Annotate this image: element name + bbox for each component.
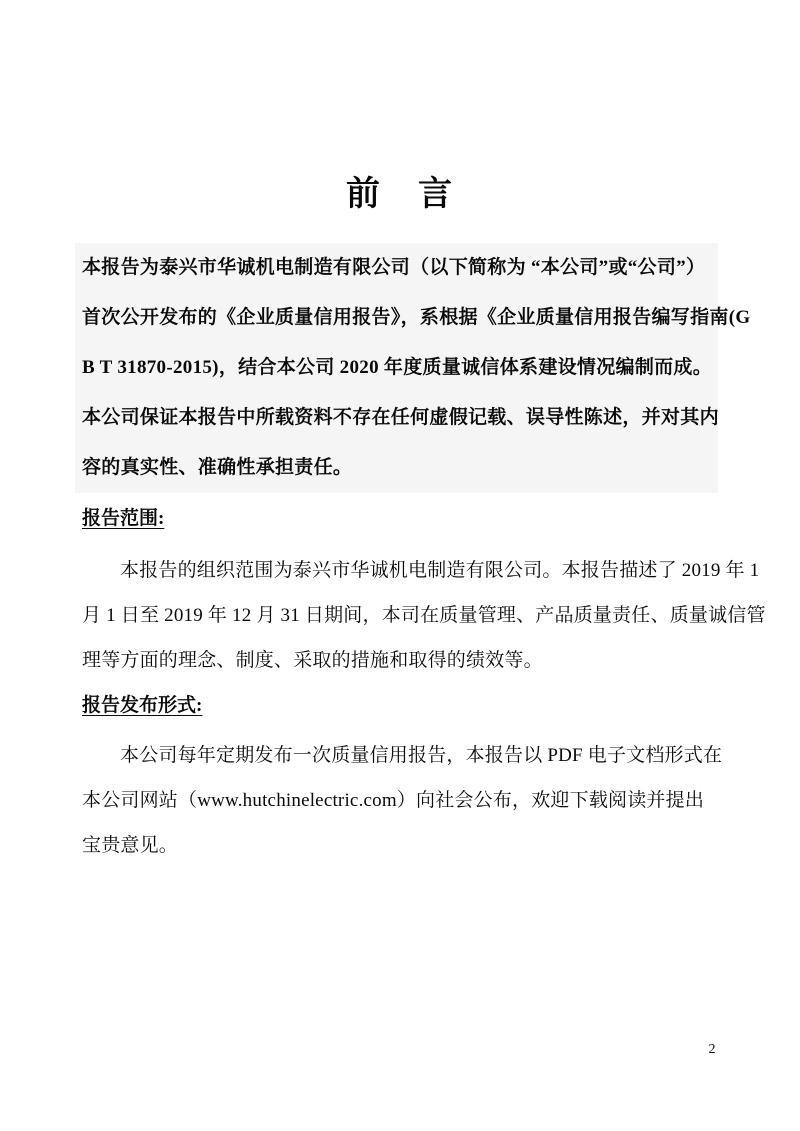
paragraph-line: 本公司网站（www.hutchinelectric.com）向社会公布，欢迎下载阅读并提出 [82,790,705,811]
paragraph-line: 本公司每年定期发布一次质量信用报告，本报告以 PDF 电子文档形式在 [120,745,723,766]
intro-line: 本报告为泰兴市华诚机电制造有限公司（以下简称为 “本公司”或“公司”） [82,257,706,278]
paragraph-publish-form [82,733,722,868]
intro-paragraph [75,243,751,493]
section-heading-report-scope: 报告范围: [82,508,165,529]
paragraph-line: 月 1 日至 2019 年 12 月 31 日期间，本司在质量管理、产品质量责任、质量诚信管 [82,605,766,626]
page-number: 2 [708,1042,716,1057]
paragraph-line: 理等方面的理念、制度、采取的措施和取得的绩效等。 [82,650,543,671]
intro-line: 本公司保证本报告中所载资料不存在任何虚假记载、误导性陈述，并对其内 [82,407,719,428]
paragraph-line: 本报告的组织范围为泰兴市华诚机电制造有限公司。本报告描述了 2019 年 1 [120,560,760,581]
intro-line: 容的真实性、准确性承担责任。 [82,457,353,478]
paragraph-report-scope [82,548,766,683]
paragraph-line: 宝贵意见。 [82,835,179,856]
intro-line: B T 31870-2015)，结合本公司 2020 年度质量诚信体系建设情况编制而成。 [82,357,713,378]
page-title: 前 言 [346,176,454,213]
intro-line: 首次公开发布的《企业质量信用报告》，系根据《企业质量信用报告编写指南(G [82,307,751,328]
section-heading-publish-form: 报告发布形式: [82,695,203,716]
